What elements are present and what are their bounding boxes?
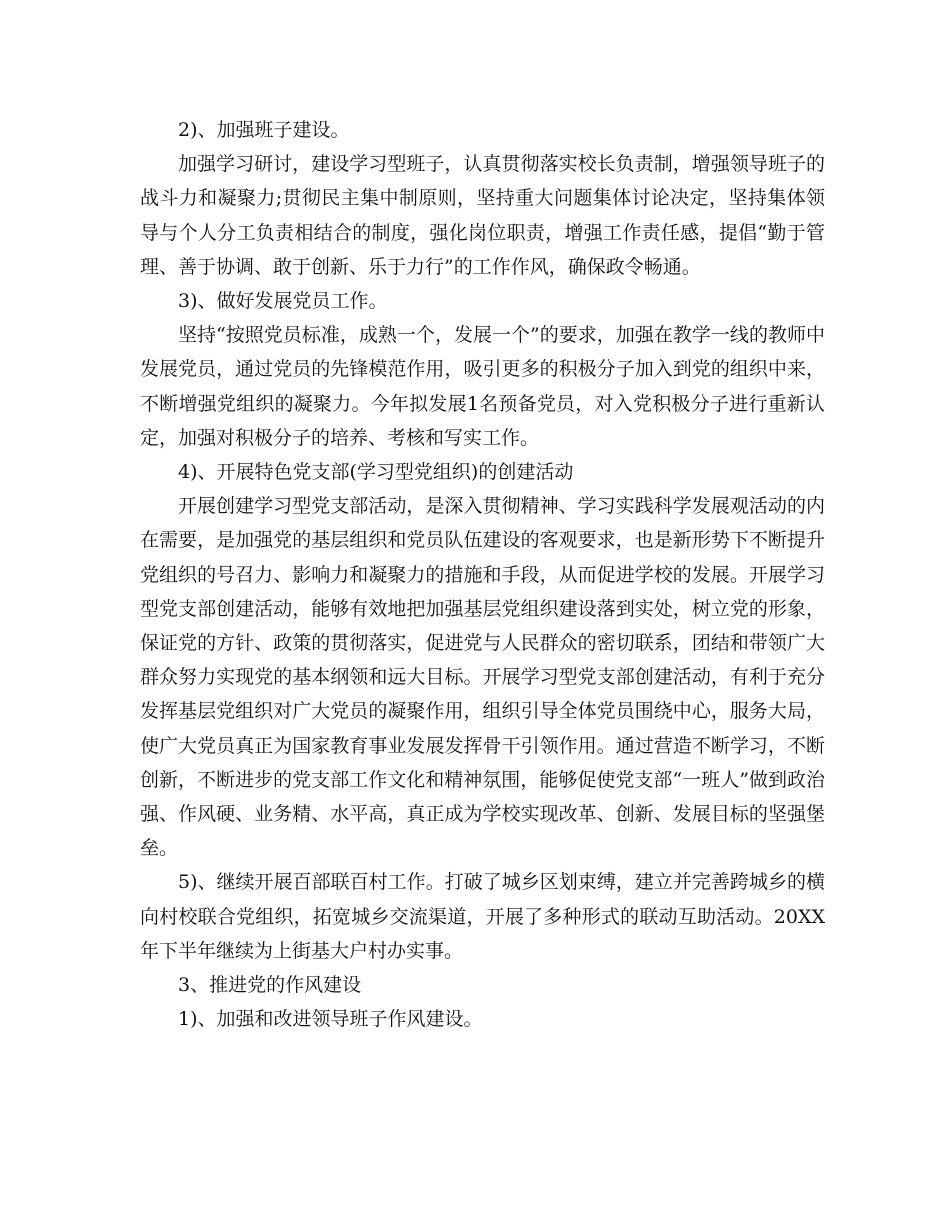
paragraph-develop-party-members: 坚持“按照党员标准，成熟一个，发展一个”的要求，加强在教学一线的教师中发展党员，通过党员的先锋模范作用，吸引更多的积极分子加入到党的组织中来，不断增强党组织的凝聚力。今年拟发展1名预备党员，对入党积极分子进行重新认定，加强对积极分子的培养、考核和写实工作。: [140, 324, 825, 449]
heading-leadership-style-building: 1)、加强和改进领导班子作风建设。: [178, 1008, 483, 1031]
paragraph-leadership-team: 加强学习研讨，建设学习型班子，认真贯彻落实校长负责制，增强领导班子的战斗力和凝聚力;贯彻民主集中制原则，坚持重大问题集体讨论决定，坚持集体领导与个人分工负责相结合的制度，强化岗位职责，增强工作责任感，提倡“勤于管理、善于协调、敢于创新、乐于力行”的工作作风，确保政令畅通。: [140, 153, 825, 278]
heading-strengthen-leadership-team: 2)、加强班子建设。: [178, 119, 350, 141]
paragraph-learning-party-branch: 开展创建学习型党支部活动，是深入贯彻精神、学习实践科学发展观活动的内在需要，是加强党的基层组织和党员队伍建设的客观要求，也是新形势下不断提升党组织的号召力、影响力和凝聚力的措施和手段，从而促进学校的发展。开展学习型党支部创建活动，能够有效地把加强基层党组织建设落到实处，树立党的形象，保证党的方针、政策的贯彻落实，促进党与人民群众的密切联系，团结和带领广大群众努力实现党的基本纲领和远大目标。开展学习型党支部创建活动，有利于充分发挥基层党组织对广大党员的凝聚作用，组织引导全体党员围绕中心，服务大局，使广大党员真正为国家教育事业发展发挥骨干引领作用。通过营造不断学习，不断创新，不断进步的党支部工作文化和精神氛围，能够促使党支部“一班人”做到政治强、作风硬、业务精、水平高，真正成为学校实现改革、创新、发展目标的坚强堡垒。: [140, 495, 825, 860]
heading-learning-party-branch: 4)、开展特色党支部(学习型党组织)的创建活动: [178, 461, 574, 484]
document-body: [140, 113, 825, 1036]
heading-party-style-building: 3、推进党的作风建设: [178, 974, 362, 997]
heading-develop-party-members: 3)、做好发展党员工作。: [178, 290, 388, 313]
paragraph-hundred-departments-villages: 5)、继续开展百部联百村工作。打破了城乡区划束缚，建立并完善跨城乡的横向村校联合党组织，拓宽城乡交流渠道，开展了多种形式的联动互助活动。20XX年下半年继续为上街基大户村办实事。: [140, 871, 825, 962]
